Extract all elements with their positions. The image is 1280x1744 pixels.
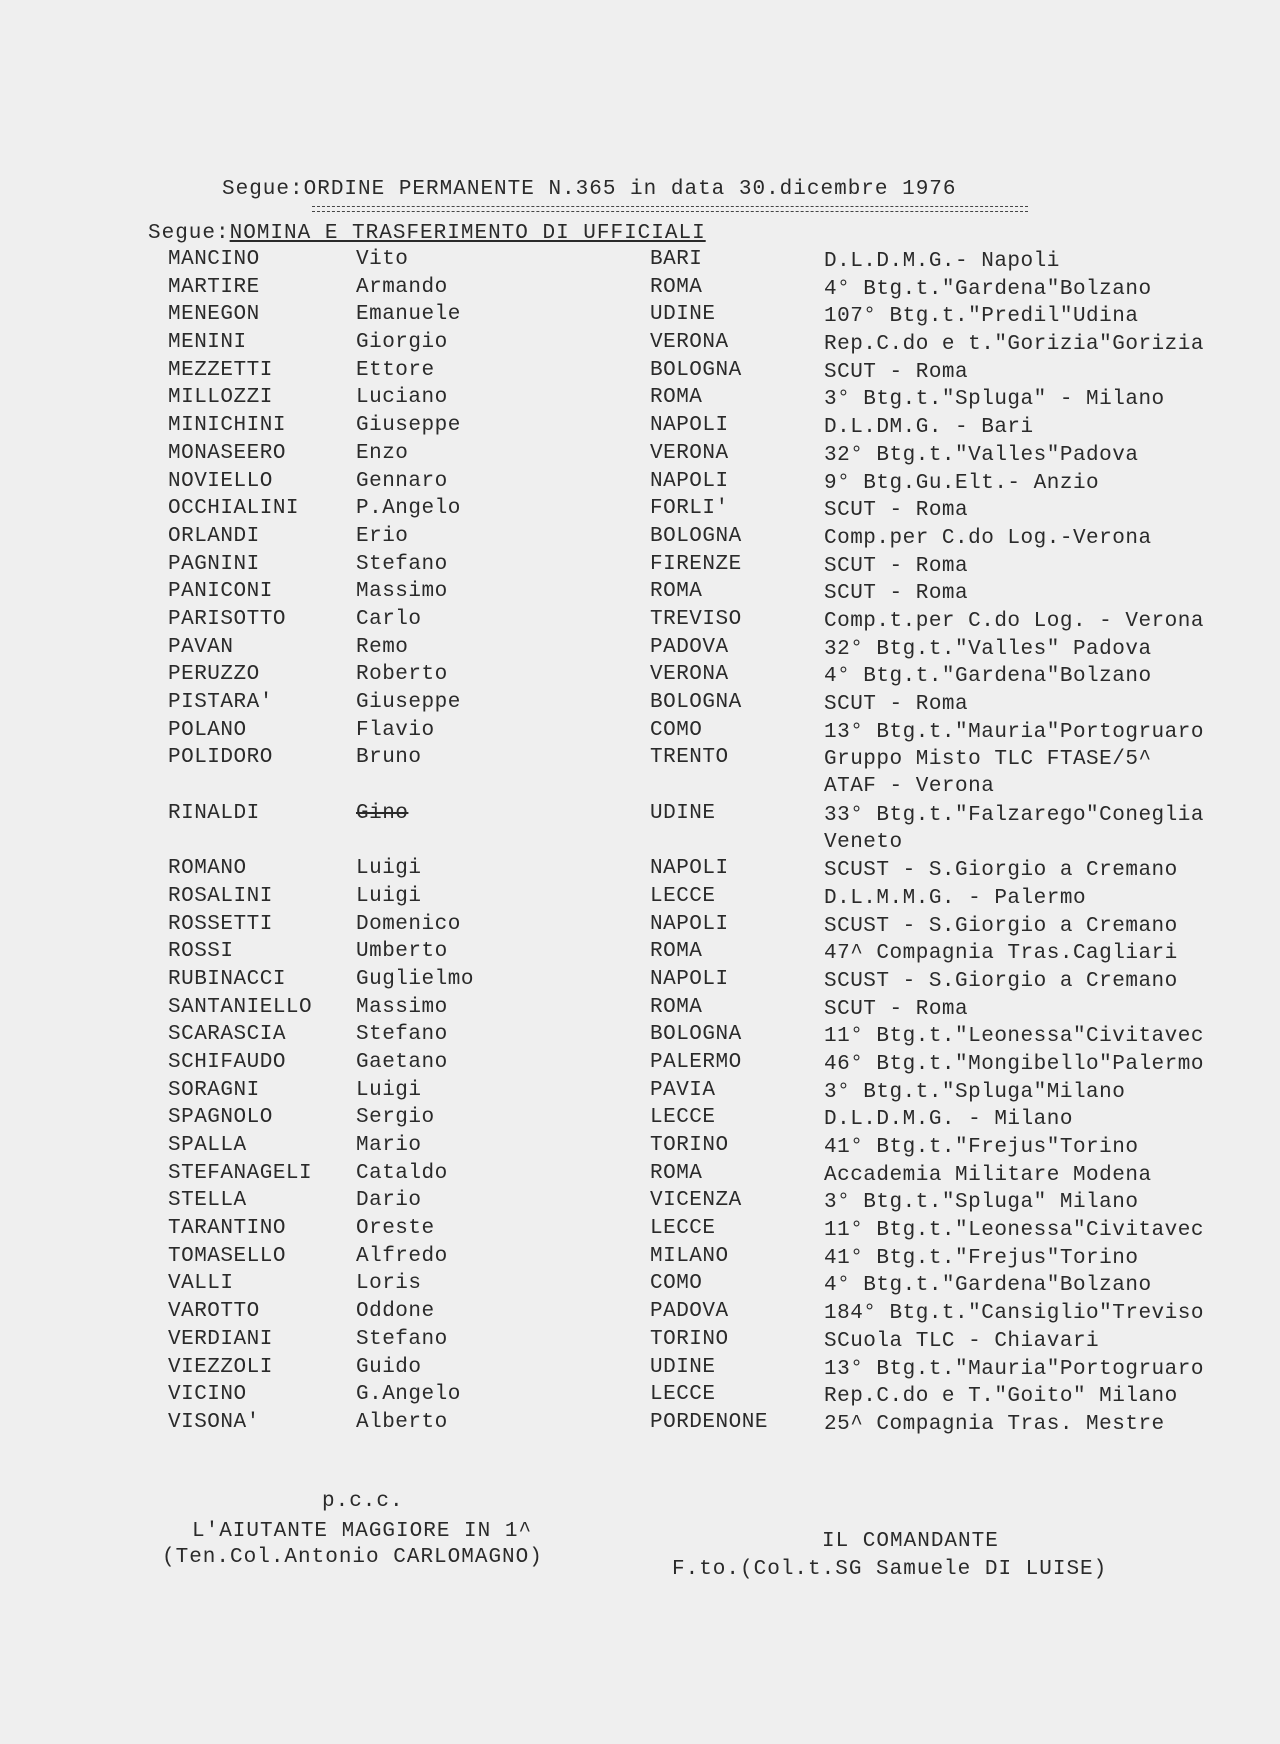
officer-surname: VIEZZOLI xyxy=(168,1355,273,1379)
officer-surname: SPAGNOLO xyxy=(168,1106,273,1130)
assignment-destination: Gruppo Misto TLC FTASE/5^ ATAF - Verona xyxy=(824,748,1152,799)
origin-city: NAPOLI xyxy=(650,857,729,881)
roster-row xyxy=(0,386,1280,414)
roster-row xyxy=(0,968,1280,996)
officer-first-name: Luigi xyxy=(356,884,422,908)
origin-city: ROMA xyxy=(650,1161,703,1185)
officer-surname: PAGNINI xyxy=(168,552,260,576)
assignment-destination: 47^ Compagnia Tras.Cagliari xyxy=(824,942,1178,966)
officer-first-name: Flavio xyxy=(356,718,435,742)
assignment-destination: 3° Btg.t."Spluga" Milano xyxy=(824,1191,1139,1215)
origin-city: BOLOGNA xyxy=(650,1023,742,1047)
assignment-destination: 107° Btg.t."Predil"Udina xyxy=(824,305,1139,329)
officer-surname: PISTARA' xyxy=(168,691,273,714)
adjutant-name: (Ten.Col.Antonio CARLOMAGNO) xyxy=(162,1546,543,1569)
roster-row xyxy=(0,691,1280,719)
roster-row xyxy=(0,359,1280,387)
roster-row xyxy=(0,553,1280,581)
roster-row xyxy=(0,470,1280,498)
origin-city: PALERMO xyxy=(650,1050,742,1074)
origin-city: BOLOGNA xyxy=(650,358,742,382)
roster-row xyxy=(0,1356,1280,1384)
assignment-destination: Rep.C.do e t."Gorizia"Gorizia xyxy=(824,333,1204,357)
officer-first-name: Remo xyxy=(356,635,409,659)
origin-city: ROMA xyxy=(650,386,703,410)
assignment-destination: D.L.D.M.G.- Napoli xyxy=(824,250,1060,273)
officer-surname: ORLANDI xyxy=(168,524,260,548)
officer-surname: TOMASELLO xyxy=(168,1244,286,1268)
officer-surname: MENINI xyxy=(168,331,247,355)
roster-row xyxy=(0,940,1280,968)
officer-roster xyxy=(0,248,1280,1439)
officer-surname: OCCHIALINI xyxy=(168,497,300,521)
roster-row xyxy=(0,414,1280,442)
officer-surname: SCHIFAUDO xyxy=(168,1050,286,1074)
assignment-destination: 32° Btg.t."Valles" Padova xyxy=(824,637,1152,661)
origin-city: FORLI' xyxy=(650,497,729,521)
origin-city: COMO xyxy=(650,1272,703,1296)
officer-first-name: P.Angelo xyxy=(356,497,461,521)
roster-row xyxy=(0,276,1280,304)
officer-surname: SPALLA xyxy=(168,1134,247,1158)
origin-city: ROMA xyxy=(650,940,703,964)
roster-row xyxy=(0,1189,1280,1217)
officer-first-name: Giuseppe xyxy=(356,414,461,438)
commander-title: IL COMANDANTE xyxy=(822,1530,999,1553)
officer-first-name: Massimo xyxy=(356,580,448,604)
officer-first-name: Alfredo xyxy=(356,1244,448,1268)
origin-city: NAPOLI xyxy=(650,469,729,493)
origin-city: VICENZA xyxy=(650,1189,742,1213)
roster-row xyxy=(0,525,1280,553)
origin-city: BARI xyxy=(650,248,703,271)
officer-surname: VALLI xyxy=(168,1272,234,1296)
origin-city: TREVISO xyxy=(650,607,742,631)
officer-surname: VAROTTO xyxy=(168,1300,260,1324)
assignment-destination: SCUST - S.Giorgio a Cremano xyxy=(824,969,1178,993)
officer-first-name: Vito xyxy=(356,248,409,271)
roster-row xyxy=(0,636,1280,664)
assignment-destination: Comp.per C.do Log.-Verona xyxy=(824,526,1152,550)
assignment-destination: SCUT - Roma xyxy=(824,693,969,716)
officer-surname: MEZZETTI xyxy=(168,358,273,382)
assignment-destination: 11° Btg.t."Leonessa"Civitavec xyxy=(824,1025,1204,1049)
officer-first-name: Umberto xyxy=(356,940,448,964)
assignment-destination: Rep.C.do e T."Goito" Milano xyxy=(824,1385,1178,1409)
order-title: Segue:ORDINE PERMANENTE N.365 in data 30.dicembre 1976 xyxy=(222,178,957,201)
roster-row xyxy=(0,857,1280,885)
origin-city: VERONA xyxy=(650,441,729,465)
origin-city: UDINE xyxy=(650,303,716,327)
officer-first-name: Luigi xyxy=(356,857,422,881)
assignment-destination: SCUT - Roma xyxy=(824,582,969,606)
officer-first-name: Dario xyxy=(356,1189,422,1213)
roster-row xyxy=(0,1079,1280,1107)
officer-first-name: Erio xyxy=(356,524,409,548)
roster-row xyxy=(0,1245,1280,1273)
assignment-destination: SCUT - Roma xyxy=(824,554,969,578)
officer-surname: PAVAN xyxy=(168,635,234,659)
assignment-destination: 33° Btg.t."Falzarego"Coneglia Veneto xyxy=(824,803,1204,854)
origin-city: VERONA xyxy=(650,663,729,687)
section-heading xyxy=(148,222,706,245)
officer-first-name: Roberto xyxy=(356,663,448,687)
adjutant-title: L'AIUTANTE MAGGIORE IN 1^ xyxy=(192,1520,533,1543)
officer-surname: MARTIRE xyxy=(168,275,260,299)
roster-row xyxy=(0,1051,1280,1079)
assignment-destination: SCUST - S.Giorgio a Cremano xyxy=(824,914,1178,938)
roster-row xyxy=(0,1162,1280,1190)
assignment-destination: 4° Btg.t."Gardena"Bolzano xyxy=(824,1274,1152,1298)
assignment-destination: 184° Btg.t."Cansiglio"Treviso xyxy=(824,1302,1204,1326)
officer-first-name: G.Angelo xyxy=(356,1383,461,1407)
origin-city: PADOVA xyxy=(650,1300,729,1324)
assignment-destination: 4° Btg.t."Gardena"Bolzano xyxy=(824,277,1152,301)
officer-surname: VICINO xyxy=(168,1383,247,1407)
origin-city: FIRENZE xyxy=(650,552,742,576)
officer-surname: ROSALINI xyxy=(168,884,273,908)
origin-city: MILANO xyxy=(650,1244,729,1268)
origin-city: PORDENONE xyxy=(650,1410,768,1434)
roster-row xyxy=(0,996,1280,1024)
officer-surname: ROMANO xyxy=(168,857,247,881)
officer-first-name: Gino xyxy=(356,801,409,825)
origin-city: ROMA xyxy=(650,580,703,604)
section-title: NOMINA E TRASFERIMENTO DI UFFICIALI xyxy=(229,222,706,245)
roster-row xyxy=(0,1411,1280,1439)
officer-first-name: Gennaro xyxy=(356,469,448,493)
origin-city: NAPOLI xyxy=(650,967,729,991)
assignment-destination: SCUT - Roma xyxy=(824,997,969,1021)
roster-row xyxy=(0,1106,1280,1134)
officer-first-name: Stefano xyxy=(356,1023,448,1047)
officer-first-name: Alberto xyxy=(356,1410,448,1434)
officer-surname: NOVIELLO xyxy=(168,469,273,493)
officer-surname: PARISOTTO xyxy=(168,607,286,631)
assignment-destination: Accademia Militare Modena xyxy=(824,1163,1152,1187)
roster-row xyxy=(0,802,1280,857)
roster-row xyxy=(0,331,1280,359)
officer-surname: MILLOZZI xyxy=(168,386,273,410)
officer-surname: MANCINO xyxy=(168,248,260,271)
officer-first-name: Gaetano xyxy=(356,1050,448,1074)
origin-city: UDINE xyxy=(650,801,716,825)
assignment-destination: 46° Btg.t."Mongibello"Palermo xyxy=(824,1052,1204,1076)
assignment-destination: SCUT - Roma xyxy=(824,499,969,523)
officer-first-name: Cataldo xyxy=(356,1161,448,1185)
officer-surname: ROSSI xyxy=(168,940,234,964)
officer-surname: SORAGNI xyxy=(168,1078,260,1102)
assignment-destination: SCuola TLC - Chiavari xyxy=(824,1329,1100,1353)
officer-first-name: Mario xyxy=(356,1134,422,1158)
roster-row xyxy=(0,248,1280,276)
roster-row xyxy=(0,303,1280,331)
officer-first-name: Stefano xyxy=(356,552,448,576)
pcc-mark: p.c.c. xyxy=(322,1490,404,1513)
officer-first-name: Giorgio xyxy=(356,331,448,355)
officer-surname: PANICONI xyxy=(168,580,273,604)
origin-city: BOLOGNA xyxy=(650,524,742,548)
roster-row xyxy=(0,1217,1280,1245)
origin-city: NAPOLI xyxy=(650,912,729,936)
origin-city: TORINO xyxy=(650,1327,729,1351)
officer-first-name: Enzo xyxy=(356,441,409,465)
officer-first-name: Oreste xyxy=(356,1217,435,1241)
assignment-destination: SCUST - S.Giorgio a Cremano xyxy=(824,859,1178,883)
officer-surname: MINICHINI xyxy=(168,414,286,438)
origin-city: BOLOGNA xyxy=(650,691,742,714)
origin-city: PADOVA xyxy=(650,635,729,659)
roster-row xyxy=(0,442,1280,470)
officer-first-name: Giuseppe xyxy=(356,691,461,714)
origin-city: NAPOLI xyxy=(650,414,729,438)
section-prefix: Segue: xyxy=(148,222,230,245)
officer-first-name: Armando xyxy=(356,275,448,299)
assignment-destination: D.L.DM.G. - Bari xyxy=(824,416,1034,440)
officer-first-name: Carlo xyxy=(356,607,422,631)
roster-row xyxy=(0,580,1280,608)
roster-row xyxy=(0,1272,1280,1300)
officer-first-name: Luciano xyxy=(356,386,448,410)
officer-surname: ROSSETTI xyxy=(168,912,273,936)
assignment-destination: SCUT - Roma xyxy=(824,360,969,384)
officer-first-name: Guglielmo xyxy=(356,967,474,991)
officer-surname: STELLA xyxy=(168,1189,247,1213)
officer-surname: RUBINACCI xyxy=(168,967,286,991)
officer-first-name: Stefano xyxy=(356,1327,448,1351)
roster-row xyxy=(0,497,1280,525)
assignment-destination: D.L.M.M.G. - Palermo xyxy=(824,886,1087,910)
officer-surname: STEFANAGELI xyxy=(168,1161,313,1185)
assignment-destination: 11° Btg.t."Leonessa"Civitavec xyxy=(824,1219,1204,1243)
origin-city: TORINO xyxy=(650,1134,729,1158)
officer-first-name: Massimo xyxy=(356,995,448,1019)
origin-city: TRENTO xyxy=(650,746,729,770)
roster-row xyxy=(0,719,1280,747)
roster-row xyxy=(0,1023,1280,1051)
assignment-destination: 3° Btg.t."Spluga"Milano xyxy=(824,1080,1126,1104)
assignment-destination: 25^ Compagnia Tras. Mestre xyxy=(824,1412,1165,1436)
assignment-destination: 13° Btg.t."Mauria"Portogruaro xyxy=(824,720,1204,744)
officer-first-name: Bruno xyxy=(356,746,422,770)
origin-city: COMO xyxy=(650,718,703,742)
officer-first-name: Loris xyxy=(356,1272,422,1296)
officer-surname: MENEGON xyxy=(168,303,260,327)
officer-first-name: Luigi xyxy=(356,1078,422,1102)
officer-surname: SANTANIELLO xyxy=(168,995,313,1019)
origin-city: PAVIA xyxy=(650,1078,716,1102)
assignment-destination: 9° Btg.Gu.Elt.- Anzio xyxy=(824,471,1100,495)
assignment-destination: 3° Btg.t."Spluga" - Milano xyxy=(824,388,1165,412)
assignment-destination: 32° Btg.t."Valles"Padova xyxy=(824,443,1139,467)
officer-surname: VERDIANI xyxy=(168,1327,273,1351)
officer-first-name: Emanuele xyxy=(356,303,461,327)
assignment-destination: 41° Btg.t."Frejus"Torino xyxy=(824,1136,1139,1160)
officer-surname: SCARASCIA xyxy=(168,1023,286,1047)
assignment-destination: 13° Btg.t."Mauria"Portogruaro xyxy=(824,1357,1204,1381)
roster-row xyxy=(0,1300,1280,1328)
officer-first-name: Ettore xyxy=(356,358,435,382)
origin-city: LECCE xyxy=(650,1106,716,1130)
assignment-destination: 41° Btg.t."Frejus"Torino xyxy=(824,1246,1139,1270)
assignment-destination: Comp.t.per C.do Log. - Verona xyxy=(824,609,1204,633)
origin-city: LECCE xyxy=(650,884,716,908)
roster-row xyxy=(0,1383,1280,1411)
officer-first-name: Guido xyxy=(356,1355,422,1379)
title-double-rule xyxy=(312,206,1028,212)
origin-city: ROMA xyxy=(650,275,703,299)
officer-first-name: Domenico xyxy=(356,912,461,936)
signature-block xyxy=(0,1490,1280,1600)
assignment-destination: 4° Btg.t."Gardena"Bolzano xyxy=(824,665,1152,689)
roster-row xyxy=(0,663,1280,691)
officer-surname: VISONA' xyxy=(168,1410,260,1434)
roster-row xyxy=(0,1134,1280,1162)
origin-city: ROMA xyxy=(650,995,703,1019)
officer-first-name: Oddone xyxy=(356,1300,435,1324)
assignment-destination: D.L.D.M.G. - Milano xyxy=(824,1108,1073,1132)
origin-city: UDINE xyxy=(650,1355,716,1379)
roster-row xyxy=(0,746,1280,801)
officer-first-name: Sergio xyxy=(356,1106,435,1130)
officer-surname: POLANO xyxy=(168,718,247,742)
officer-surname: RINALDI xyxy=(168,801,260,825)
commander-name: F.to.(Col.t.SG Samuele DI LUISE) xyxy=(672,1558,1108,1581)
origin-city: VERONA xyxy=(650,331,729,355)
officer-surname: MONASEERO xyxy=(168,441,286,465)
officer-surname: TARANTINO xyxy=(168,1217,286,1241)
roster-row xyxy=(0,885,1280,913)
roster-row xyxy=(0,913,1280,941)
roster-row xyxy=(0,608,1280,636)
officer-surname: PERUZZO xyxy=(168,663,260,687)
origin-city: LECCE xyxy=(650,1217,716,1241)
origin-city: LECCE xyxy=(650,1383,716,1407)
roster-row xyxy=(0,1328,1280,1356)
officer-surname: POLIDORO xyxy=(168,746,273,770)
